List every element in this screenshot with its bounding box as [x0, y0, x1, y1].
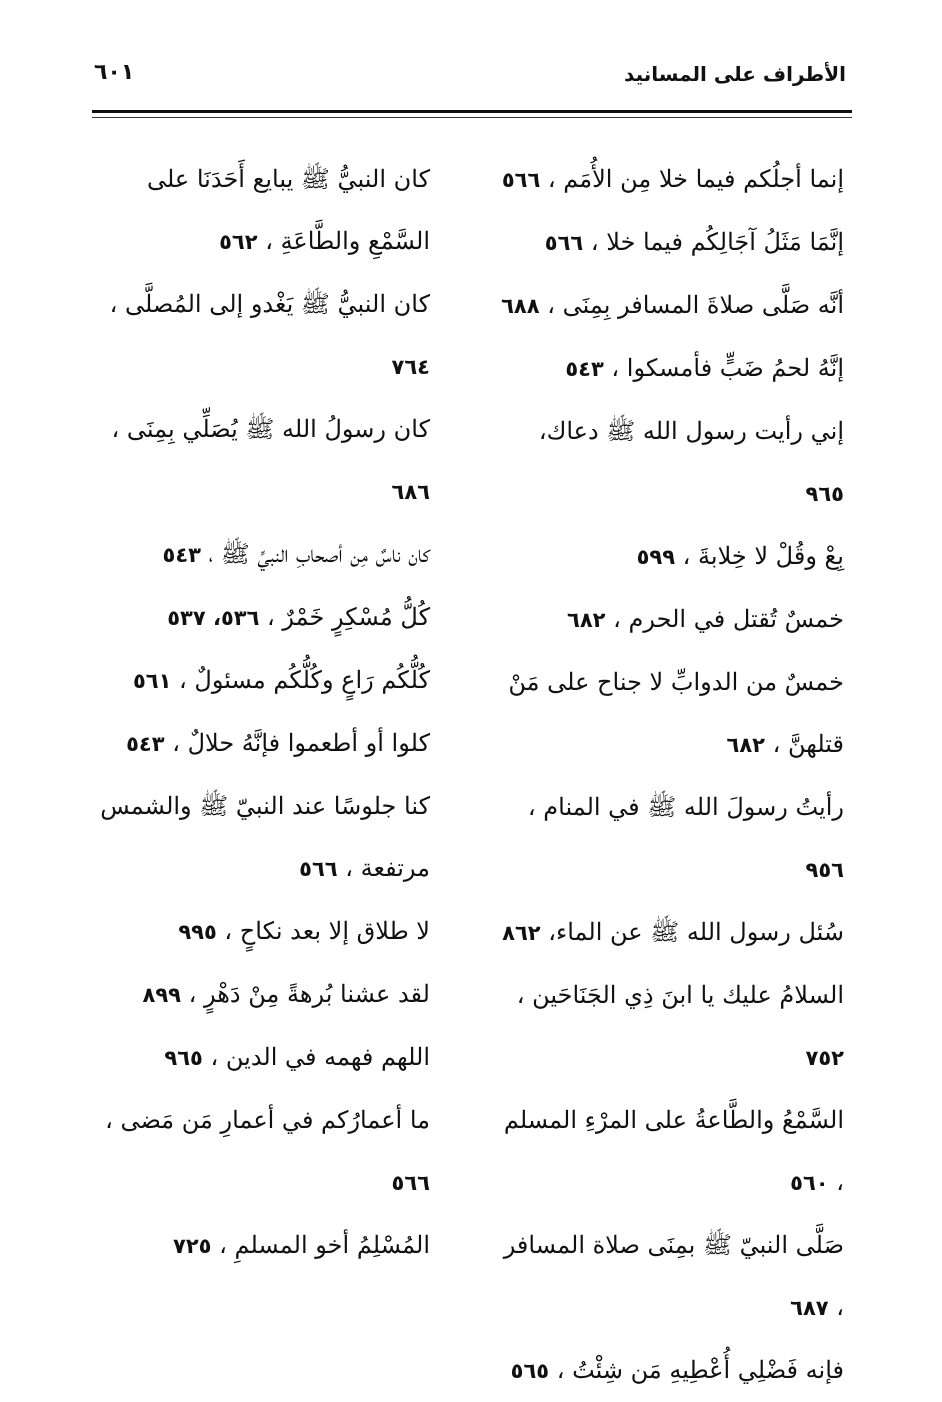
entry-text: كان رسولُ الله ﷺ يُصَلِّي بِمِنَى ، [111, 415, 430, 443]
index-entry [494, 525, 844, 588]
entry-text: لا طلاق إلا بعد نكاحٍ ، [216, 917, 430, 945]
entry-page-ref: ٥٦٦ [299, 857, 338, 881]
entry-text: فإنه فَضْلِي أُعْطِيهِ مَن شِئْتُ ، [549, 1356, 844, 1384]
entry-page-ref: ٥٣٦، ٥٣٧ [167, 606, 260, 630]
index-entry [90, 712, 430, 775]
entry-page-ref: ٦٨٦ [391, 480, 430, 504]
index-entry [494, 274, 844, 337]
entry-text: كان النبيُّ ﷺ يبايع أَحَدَنَا على السَّمْعِ والطَّاعَةِ ، [146, 165, 430, 255]
entry-text: بِعْ وقُلْ لا خِلابةَ ، [675, 542, 844, 570]
entry-text: ما أعمارُكم في أعمارِ مَن مَضى ، [105, 1106, 430, 1134]
index-entry [494, 1089, 844, 1214]
entry-page-ref: ٩٥٦ [805, 858, 844, 882]
index-entry [90, 1026, 430, 1089]
entry-page-ref: ٥٤٣ [162, 543, 201, 567]
entry-page-ref: ٥٦١ [132, 669, 172, 693]
entry-text: رأيتُ رسولَ الله ﷺ في المنام ، [527, 793, 844, 821]
entry-page-ref: ٥٦٢ [219, 230, 258, 254]
running-head-title: الأطراف على المسانيد [624, 62, 846, 86]
index-entry [90, 1089, 430, 1214]
entry-page-ref: ٥٦٥ [510, 1359, 550, 1383]
index-entry [494, 211, 844, 274]
index-entry [90, 649, 430, 712]
index-entry [90, 900, 430, 963]
index-entry [494, 588, 844, 651]
index-entry [494, 651, 844, 776]
entry-text: السلامُ عليك يا ابنَ ذِي الجَنَاحَين ، [516, 981, 844, 1009]
index-entry [494, 1339, 844, 1402]
index-entry [494, 400, 844, 525]
entry-page-ref: ٥٦٦ [391, 1171, 430, 1195]
entry-text: اللهم فهمه في الدين ، [202, 1043, 430, 1071]
page-number: ٦٠١ [94, 60, 135, 85]
entry-page-ref: ٥٤٣ [126, 732, 165, 756]
entry-page-ref: ٥٤٣ [565, 357, 604, 381]
header-rule-thin [92, 117, 852, 118]
entry-page-ref: ٥٦٦ [544, 231, 584, 255]
index-entry [90, 775, 430, 900]
entry-page-ref: ٦٨٢ [567, 608, 606, 632]
entry-page-ref: ٧٢٥ [173, 1234, 212, 1258]
index-entry [494, 148, 844, 211]
index-entry [494, 964, 844, 1089]
entry-text: كان ناسٌ مِن أصحابِ النبيِّ ﷺ ، [200, 540, 430, 568]
index-column-left [90, 148, 430, 1277]
index-entry [90, 273, 430, 398]
index-entry [494, 337, 844, 400]
entry-text: خمسٌ من الدوابِّ لا جناح على مَنْ قتلهنَّ ، [508, 668, 844, 758]
entry-page-ref: ٧٥٢ [805, 1046, 844, 1070]
entry-page-ref: ٥٦٦ [501, 168, 541, 192]
running-head [94, 58, 846, 94]
entry-page-ref: ٩٩٥ [178, 920, 217, 944]
entry-text: كان النبيُّ ﷺ يَغْدو إلى المُصلَّى ، [109, 290, 430, 318]
entry-text: إنما أجلُكم فيما خلا مِن الأُمَم ، [540, 165, 844, 193]
entry-page-ref: ٩٦٥ [164, 1046, 203, 1070]
index-entry [90, 148, 430, 273]
entry-text: أنَّه صَلَّى صلاةَ المسافر بِمِنَى ، [539, 291, 844, 319]
index-entry [90, 1214, 430, 1277]
index-column-right [494, 148, 844, 1402]
entry-text: إنَّمَا مَثَلُ آجَالِكُم فيما خلا ، [583, 228, 844, 256]
index-entry [90, 523, 430, 586]
entry-page-ref: ٨٦٢ [502, 921, 541, 945]
entry-page-ref: ٦٨٢ [726, 733, 765, 757]
entry-page-ref: ٩٦٥ [805, 482, 844, 506]
entry-text: كُلُّكُم رَاعٍ وكُلُّكُم مسئولٌ ، [171, 666, 430, 694]
entry-text: إني رأيت رسول الله ﷺ دعاك، [538, 417, 844, 445]
entry-text: كُلُّ مُسْكِرٍ خَمْرٌ ، [259, 603, 430, 631]
entry-page-ref: ٨٩٩ [142, 983, 181, 1007]
entry-text: إنَّهُ لحمُ ضَبٍّ فأمسكوا ، [603, 354, 844, 382]
entry-text: السَّمْعُ والطَّاعةُ على المرْءِ المسلم ، [503, 1106, 844, 1196]
index-entry [494, 776, 844, 901]
entry-text: لقد عشنا بُرهةً مِنْ دَهْرٍ ، [180, 980, 430, 1008]
entry-page-ref: ٥٦٠ [790, 1171, 829, 1195]
entry-text: خمسٌ تُقتل في الحرم ، [605, 605, 844, 633]
entry-text: كنا جلوسًا عند النبيّ ﷺ والشمس مرتفعة ، [100, 792, 430, 882]
index-entry [494, 901, 844, 964]
index-entry [494, 1214, 844, 1339]
index-entry [90, 586, 430, 649]
entry-page-ref: ٧٦٤ [391, 355, 430, 379]
entry-text: كلوا أو أطعموا فإنَّهُ حلالٌ ، [164, 729, 430, 757]
entry-page-ref: ٦٨٨ [501, 294, 540, 318]
entry-text: المُسْلِمُ أخو المسلمِ ، [211, 1231, 430, 1259]
header-rule [92, 110, 852, 113]
index-entry [90, 963, 430, 1026]
index-entry [90, 398, 430, 523]
entry-text: سُئل رسول الله ﷺ عن الماء، [540, 918, 844, 946]
entry-page-ref: ٥٩٩ [636, 545, 676, 569]
entry-text: صَلَّى النبيّ ﷺ بمِنَى صلاة المسافر ، [503, 1231, 844, 1321]
entry-page-ref: ٦٨٧ [790, 1296, 829, 1320]
